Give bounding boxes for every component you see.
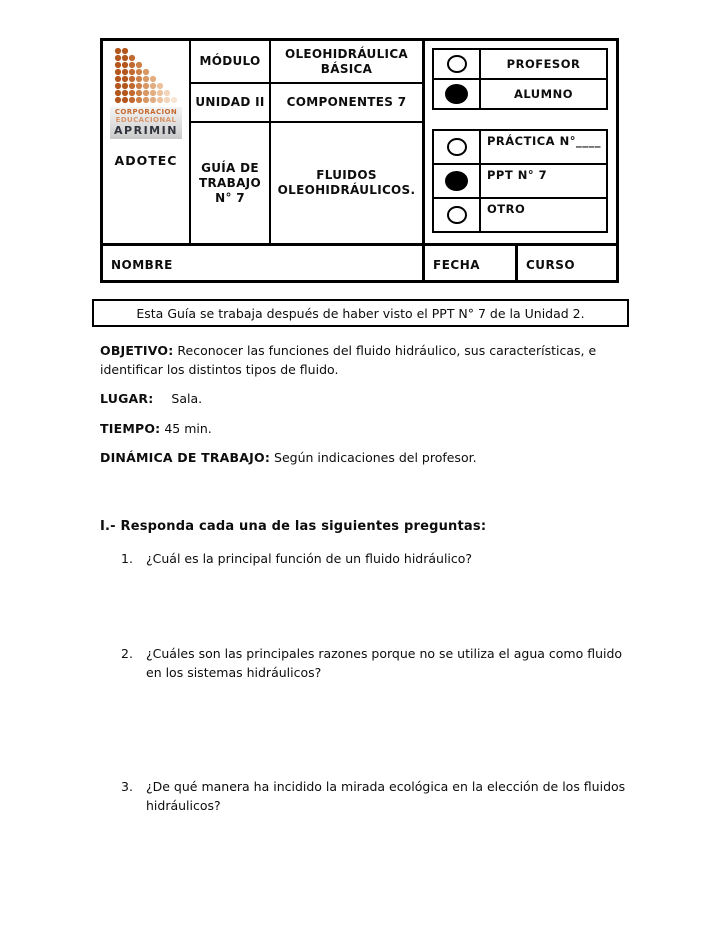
nombre-cell: NOMBRE [111, 257, 173, 272]
notice-box [92, 299, 629, 327]
header-bottom-row [103, 243, 616, 283]
otro-circle-icon [447, 206, 467, 224]
audience-mark-box [432, 48, 608, 110]
aprimin-dots-logo-icon [114, 47, 180, 105]
unidad-label: UNIDAD II [191, 84, 271, 121]
mark-section [422, 41, 616, 243]
row-guia [191, 123, 422, 243]
lugar-label: LUGAR: [100, 391, 154, 406]
lugar-paragraph [100, 389, 630, 408]
mark-row-alumno [434, 78, 606, 108]
dinamica-label: DINÁMICA DE TRABAJO: [100, 450, 271, 465]
question-2-number: 2. [121, 646, 133, 661]
material-mark-box [432, 129, 608, 233]
otro-mark-cell [434, 199, 481, 231]
dinamica-paragraph [100, 448, 630, 467]
profesor-mark-cell [434, 50, 481, 78]
objetivo-label: OBJETIVO: [100, 343, 174, 358]
alumno-filled-circle-icon [445, 84, 468, 104]
question-item-1 [100, 549, 630, 568]
tiempo-paragraph [100, 419, 630, 438]
ppt-filled-circle-icon [445, 171, 468, 191]
unidad-value: COMPONENTES 7 [286, 95, 407, 109]
ppt-mark-cell [434, 165, 481, 197]
worksheet-header-table [100, 38, 619, 283]
mark-row-ppt [434, 163, 606, 197]
mark-row-otro [434, 197, 606, 231]
guia-value: FLUIDOS OLEOHIDRÁULICOS. [277, 168, 416, 197]
curso-cell: CURSO [515, 246, 616, 283]
alumno-mark-cell [434, 80, 481, 108]
question-3-number: 3. [121, 779, 133, 794]
practica-mark-cell [434, 131, 481, 163]
questions-heading: I.- Responda cada una de las siguientes preguntas: [100, 519, 487, 534]
header-mid-grid [191, 41, 422, 243]
aprimin-wordmark [110, 107, 182, 139]
question-1-text: ¿Cuál es la principal función de un fluido hidráulico? [146, 551, 473, 566]
notice-text: Esta Guía se trabaja después de haber visto el PPT N° 7 de la Unidad 2. [136, 305, 585, 321]
question-2-text: ¿Cuáles son las principales razones porque no se utiliza el agua como fluido en los sistemas hidráulicos? [146, 646, 623, 680]
mark-row-profesor [434, 50, 606, 78]
brand-name: APRIMIN [114, 124, 178, 137]
profesor-label: PROFESOR [506, 57, 581, 71]
objetivo-paragraph [100, 341, 630, 379]
ppt-label: PPT N° 7 [487, 168, 548, 182]
practica-circle-icon [447, 138, 467, 156]
worksheet-body [100, 341, 630, 815]
header-top-section [103, 41, 616, 243]
row-modulo [191, 41, 422, 84]
corp-line2: EDUCACIONAL [115, 116, 177, 124]
otro-label: OTRO [487, 202, 526, 216]
profesor-circle-icon [447, 55, 467, 73]
fecha-cell: FECHA [422, 246, 515, 283]
dinamica-text: Según indicaciones del profesor. [274, 450, 477, 465]
lugar-text: Sala. [171, 391, 203, 406]
guia-label: GUÍA DE TRABAJO N° 7 [191, 123, 271, 243]
tiempo-text: 45 min. [164, 421, 212, 436]
alumno-label: ALUMNO [513, 87, 573, 101]
logo-cell [103, 41, 191, 243]
row-unidad [191, 84, 422, 123]
objetivo-text: Reconocer las funciones del fluido hidráulico, sus características, e identificar los distintos tipos de fluido. [100, 343, 597, 377]
org-name: ADOTEC [114, 153, 178, 168]
corp-line1: CORPORACION [114, 108, 178, 116]
question-item-2 [100, 644, 630, 682]
mark-row-practica [434, 131, 606, 163]
question-item-3 [100, 777, 630, 815]
modulo-value: OLEOHIDRÁULICA BÁSICA [284, 46, 409, 76]
practica-label: PRÁCTICA N°____ [487, 134, 601, 148]
question-3-text: ¿De qué manera ha incidido la mirada ecológica en la elección de los fluidos hidráulicos? [146, 779, 626, 813]
question-1-number: 1. [121, 551, 133, 566]
tiempo-label: TIEMPO: [100, 421, 161, 436]
modulo-label: MÓDULO [191, 41, 271, 82]
